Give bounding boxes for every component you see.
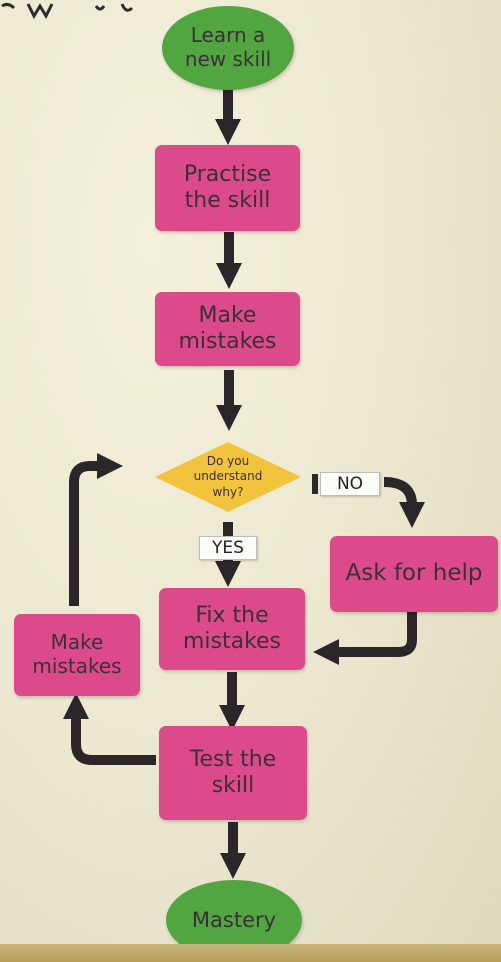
practise-node <box>155 145 300 231</box>
mistakes-side-node <box>14 614 140 696</box>
fix-node <box>159 588 305 670</box>
test-node <box>159 726 307 820</box>
test-node-text: Test the skill <box>189 747 277 798</box>
bottom-frame-edge <box>0 944 501 962</box>
ask-help-node <box>330 536 498 612</box>
start-node <box>162 6 294 90</box>
no-edge-label: NO <box>320 472 380 496</box>
mistakes-main-node-text: Make mistakes <box>178 303 277 354</box>
arrow-side-mistakes-to-decision <box>74 466 110 606</box>
decision-node <box>153 440 303 514</box>
mistakes-main-node <box>155 292 300 366</box>
arrow-test-to-side-mistakes <box>76 706 156 760</box>
end-node-text: Mastery <box>191 907 277 932</box>
decision-node-text: Do you understand why? <box>193 453 263 499</box>
mistakes-side-node-text: Make mistakes <box>32 630 122 678</box>
ask-help-node-text: Ask for help <box>345 560 483 587</box>
start-node-text: Learn a new skill <box>184 23 272 71</box>
yes-edge-label: YES <box>199 536 257 560</box>
practise-node-text: Practise the skill <box>183 162 272 213</box>
top-scrawl-decoration <box>0 0 140 30</box>
arrow-decision-no-to-help <box>384 482 412 515</box>
arrow-help-to-fix <box>326 612 412 652</box>
fix-node-text: Fix the mistakes <box>182 603 282 654</box>
no-label-marker <box>312 474 318 494</box>
